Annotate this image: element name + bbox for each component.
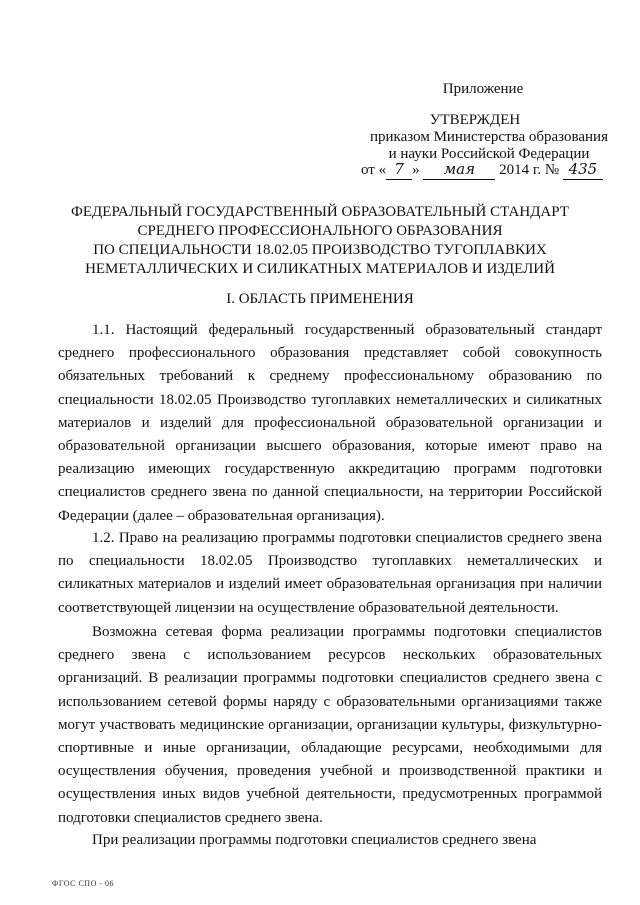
title-line-4: НЕМЕТАЛЛИЧЕСКИХ И СИЛИКАТНЫХ МАТЕРИАЛОВ И ИЗДЕЛИЙ — [85, 261, 555, 277]
order-line-1: приказом Министерства образования — [370, 129, 608, 145]
title-line-1: ФЕДЕРАЛЬНЫЙ ГОСУДАРСТВЕННЫЙ ОБРАЗОВАТЕЛЬНЫЙ СТАНДАРТ — [71, 204, 569, 220]
paragraph-1-1: 1.1. Настоящий федеральный государственный образовательный стандарт среднего профессионального образования представляет собой совокупность обязательных требований к среднему профессиональному образованию по специальности 18.02.05 Производство тугоплавких неметаллических и силикатных материалов и изделий для профессиональной образовательной организации и образовательной организации высшего образования, которые имеют право на реализацию имеющих государственную аккредитацию программ подготовки специалистов среднего звена по данной специальности, на территории Российской Федерации (далее – образовательная организация). — [58, 322, 602, 524]
document-title — [40, 203, 600, 279]
date-month-handwritten: мая — [423, 160, 495, 180]
approved-label: УТВЕРЖДЕН — [429, 112, 521, 128]
paragraph-1-2: 1.2. Право на реализацию программы подготовки специалистов среднего звена по специальности 18.02.05 Производство тугоплавких неметаллических и силикатных материалов и изделий имеет образовательная организация при наличии соответствующей лицензии на осуществление образовательной деятельности. — [58, 530, 602, 616]
date-year-and-number-label: 2014 г. № — [499, 162, 560, 178]
footer-code: ФГОС СПО - 06 — [52, 879, 115, 888]
paragraph-network-form: Возможна сетевая форма реализации программы подготовки специалистов среднего звена с использованием ресурсов нескольких образовательных организаций. В реализации программы подготовки специалистов среднего звена с использованием сетевой формы наряду с образовательными организациями также могут участвовать медицинские организации, организации культуры, физкультурно-спортивные и иные организации, обладающие ресурсами, необходимыми для осуществления обучения, проведения учебной и производственной практики и осуществления иных видов учебной деятельности, предусмотренных программой подготовки специалистов среднего звена. — [58, 624, 602, 826]
appendix-label: Приложение — [442, 81, 524, 97]
title-line-3: ПО СПЕЦИАЛЬНОСТИ 18.02.05 ПРОИЗВОДСТВО ТУГОПЛАВКИХ — [93, 242, 547, 258]
order-number-handwritten: 435 — [563, 160, 603, 180]
date-prefix: от « — [361, 162, 387, 178]
section-heading: I. ОБЛАСТЬ ПРИМЕНЕНИЯ — [226, 291, 414, 307]
title-line-2: СРЕДНЕГО ПРОФЕССИОНАЛЬНОГО ОБРАЗОВАНИЯ — [137, 223, 503, 239]
order-date-line — [361, 160, 621, 184]
date-day-handwritten: 7 — [386, 160, 412, 180]
date-close-quote: » — [412, 162, 420, 178]
paragraph-implementation: При реализации программы подготовки специалистов среднего звена — [92, 832, 537, 848]
order-line-2: и науки Российской Федерации — [388, 146, 590, 162]
